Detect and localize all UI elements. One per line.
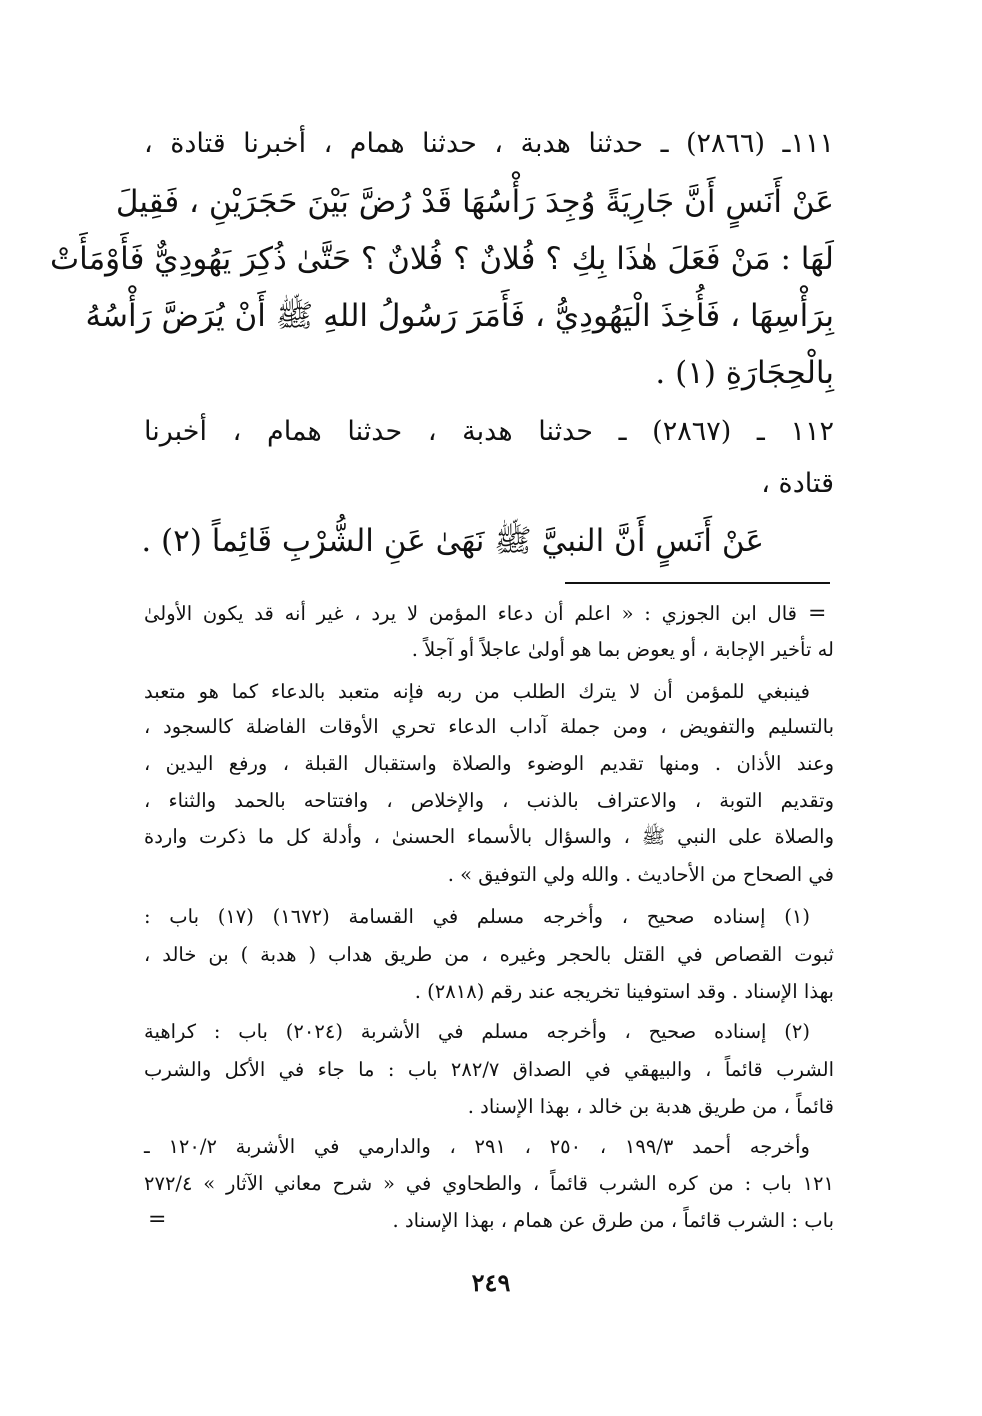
footnote-line: له تأخير الإجابة ، أو يعوض بما هو أولىٰ عاجلاً أو آجلاً . — [411, 638, 834, 661]
hadith-112-chain: قتادة ، — [761, 468, 834, 499]
footnote-line: بالتسليم والتفويض ، ومن جملة آداب الدعاء تحري الأوقات الفاضلة كالسجود ، — [144, 715, 834, 738]
hadith-111-text-line: لَهَا : مَنْ فَعَلَ هٰذَا بِكِ ؟ فُلانٌ ؟ فُلانٌ ؟ حَتَّىٰ ذُكِرَ يَهُودِيٌّ فَأَوْمَأَتْ — [49, 241, 834, 277]
hadith-112-text: عَنْ أَنَسٍ أَنَّ النبيَّ ﷺ نَهَىٰ عَنِ الشُّرْبِ قَائِماً (٢) . — [141, 523, 764, 559]
footnote-1-line: بهذا الإسناد . وقد استوفينا تخريجه عند رقم (٢٨١٨) . — [414, 980, 834, 1003]
footnote-line: فينبغي للمؤمن أن لا يترك الطلب من ربه فإنه متعبد بالدعاء كما هو متعبد — [144, 680, 810, 703]
hadith-112-chain: ١١٢ ـ (٢٨٦٧) ـ حدثنا هدبة ، حدثنا همام ، أخبرنا — [144, 416, 834, 447]
footnote-2-line: باب : الشرب قائماً ، من طرق عن همام ، بهذا الإسناد . — [392, 1209, 834, 1232]
footnote-line: وعند الأذان . ومنها تقديم الوضوء والصلاة واستقبال القبلة ، ورفع اليدين ، — [144, 752, 834, 775]
footnote-1-line: (١) إسناده صحيح ، وأخرجه مسلم في القسامة (١٦٧٢) (١٧) باب : — [144, 905, 810, 928]
page-number: ٢٤٩ — [471, 1268, 511, 1297]
footnote-separator — [565, 582, 830, 584]
footnote-line: في الصحاح من الأحاديث . والله ولي التوفيق » . — [447, 863, 834, 886]
footnote-2-line: (٢) إسناده صحيح ، وأخرجه مسلم في الأشربة (٢٠٢٤) باب : كراهية — [144, 1020, 810, 1043]
footnote-line: قال ابن الجوزي : « اعلم أن دعاء المؤمن لا يرد ، غير أنه قد يكون الأولىٰ — [144, 602, 797, 625]
hadith-111-text-line: بِرَأْسِهَا ، فَأُخِذَ الْيَهُودِيُّ ، فَأَمَرَ رَسُولُ اللهِ ﷺ أَنْ يُرَضَّ رَأْسُهُ — [85, 298, 834, 334]
footnote-2-line: وأخرجه أحمد ١٩٩/٣ ، ٢٥٠ ، ٢٩١ ، والدارمي في الأشربة ١٢٠/٢ ـ — [144, 1135, 810, 1158]
hadith-111-text-line: عَنْ أَنَسٍ أَنَّ جَارِيَةً وُجِدَ رَأْسُهَا قَدْ رُضَّ بَيْنَ حَجَرَيْنِ ، فَقِيلَ — [115, 184, 834, 220]
hadith-111-text-line: بِالْحِجَارَةِ (١) . — [655, 355, 834, 391]
footnote-line: والصلاة على النبي ﷺ ، والسؤال بالأسماء الحسنىٰ ، وأدلة كل ما ذكرت واردة — [144, 825, 834, 848]
footnote-2-line: قائماً ، من طريق هدبة بن خالد ، بهذا الإسناد . — [467, 1095, 834, 1118]
continuation-mark: = — [808, 601, 827, 626]
footnote-2-line: ١٢١ باب : من كره الشرب قائماً ، والطحاوي في « شرح معاني الآثار » ٢٧٢/٤ — [144, 1172, 834, 1195]
footnote-2-line: الشرب قائماً ، والبيهقي في الصداق ٢٨٢/٧ باب : ما جاء في الأكل والشرب — [144, 1058, 834, 1081]
footnote-line: وتقديم التوبة ، والاعتراف بالذنب ، والإخلاص ، وافتتاحه بالحمد والثناء ، — [144, 789, 834, 812]
hadith-111-chain: ١١١ـ (٢٨٦٦) ـ حدثنا هدبة ، حدثنا همام ، أخبرنا قتادة ، — [144, 128, 834, 159]
continuation-mark: = — [148, 1207, 167, 1232]
footnote-1-line: ثبوت القصاص في القتل بالحجر وغيره ، من طريق هداب ( هدبة ) بن خالد ، — [144, 943, 834, 966]
